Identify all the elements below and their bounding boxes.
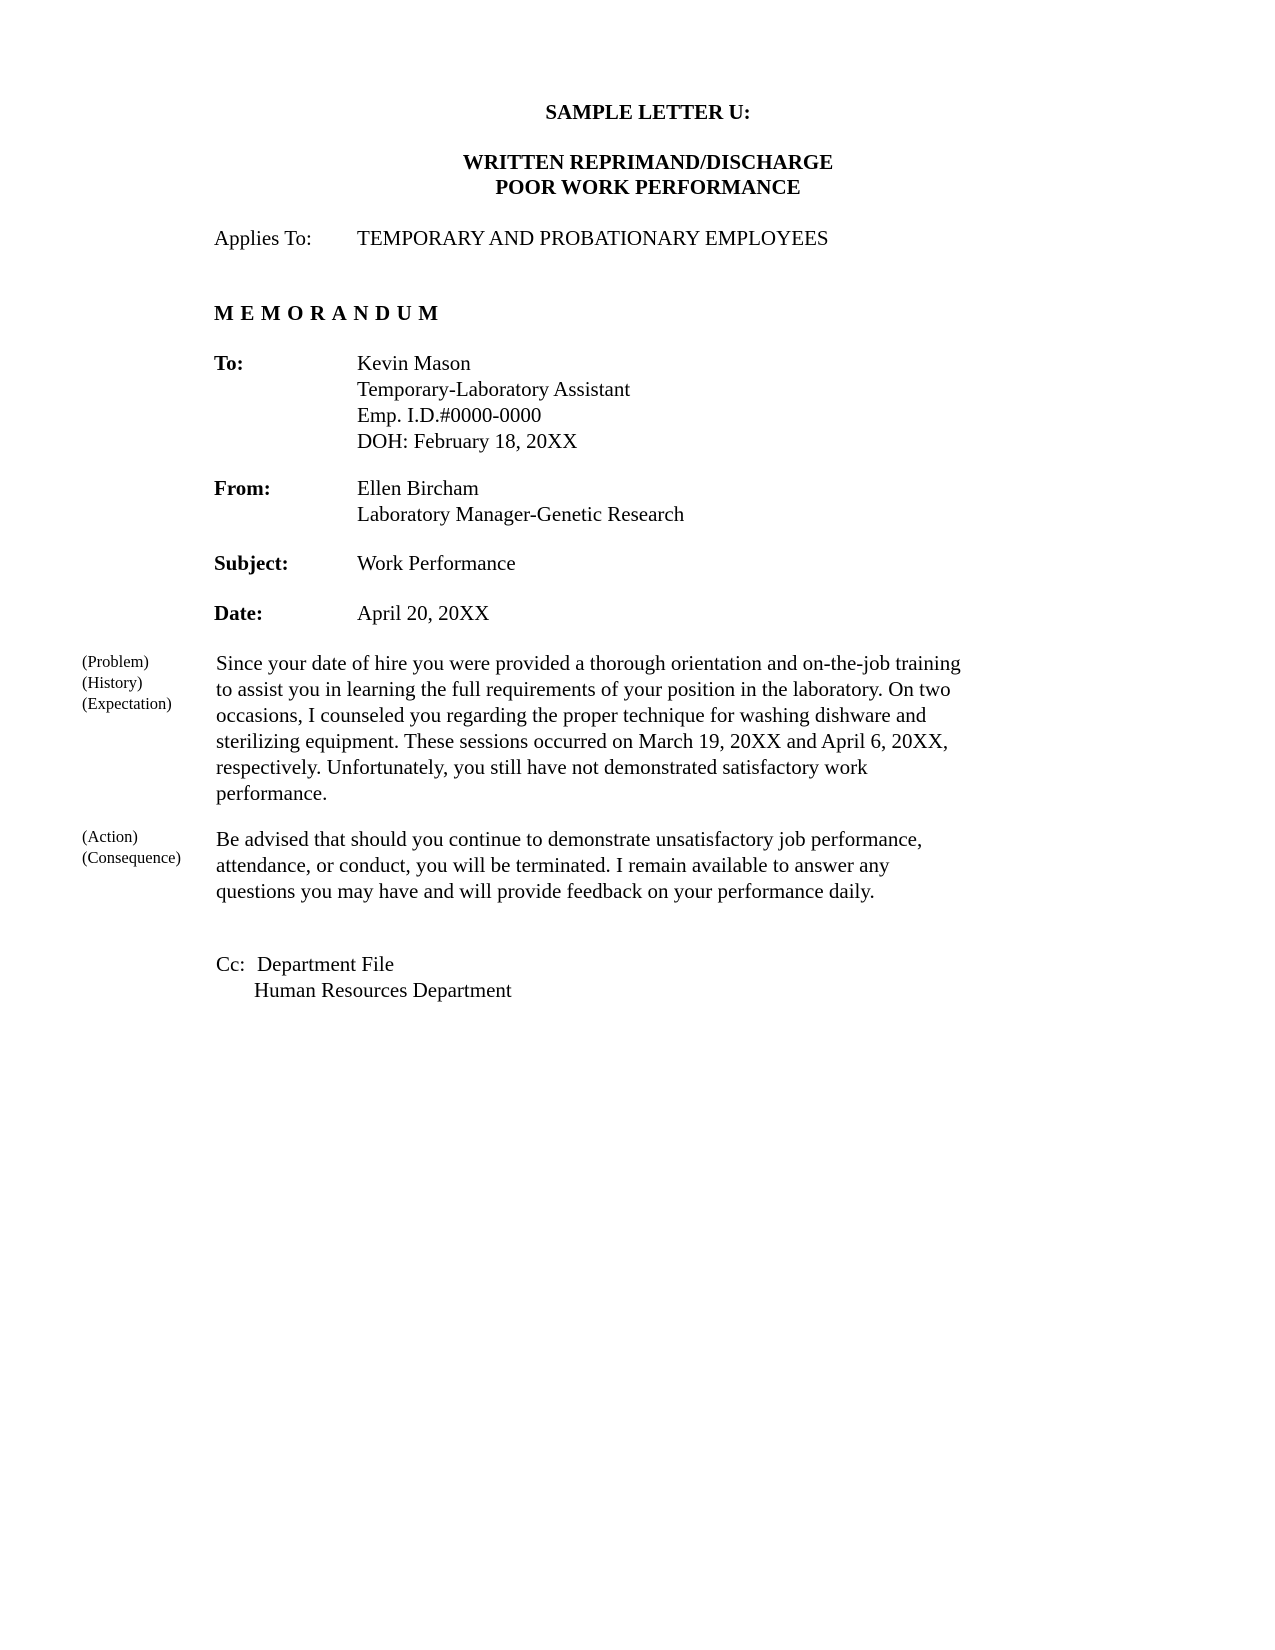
subject-value: Work Performance [357, 551, 516, 575]
margin-note-history: (History) [82, 673, 143, 692]
paragraph-line: sterilizing equipment. These sessions occurred on March 19, 20XX and April 6, 20XX, [216, 729, 949, 753]
paragraph-line: Since your date of hire you were provided a thorough orientation and on-the-job training [216, 651, 961, 675]
paragraph-line: occasions, I counseled you regarding the proper technique for washing dishware and [216, 703, 927, 727]
document-title-line1: WRITTEN REPRIMAND/DISCHARGE [462, 150, 834, 174]
recipient-name: Kevin Mason [357, 351, 471, 375]
paragraph-line: Be advised that should you continue to demonstrate unsatisfactory job performance, [216, 827, 923, 851]
paragraph-line: to assist you in learning the full requirements of your position in the laboratory. On two [216, 677, 951, 701]
from-block [357, 475, 684, 527]
cc-recipient-department-file: Department File [257, 952, 395, 976]
body-paragraph-2 [216, 826, 922, 904]
recipient-title: Temporary-Laboratory Assistant [357, 377, 631, 401]
to-label: To: [214, 351, 244, 375]
recipient-date-of-hire: DOH: February 18, 20XX [357, 429, 578, 453]
recipient-employee-id: Emp. I.D.#0000-0000 [357, 403, 542, 427]
sender-name: Ellen Bircham [357, 476, 479, 500]
cc-label: Cc: [216, 952, 246, 976]
document-title-line2: POOR WORK PERFORMANCE [495, 175, 801, 199]
applies-to-label: Applies To: [214, 226, 312, 250]
applies-to-value: TEMPORARY AND PROBATIONARY EMPLOYEES [357, 226, 829, 250]
margin-note-action: (Action) [82, 827, 138, 846]
from-label: From: [214, 476, 271, 500]
paragraph-line: performance. [216, 781, 328, 805]
margin-note-problem: (Problem) [82, 652, 149, 671]
body-paragraph-1 [216, 650, 961, 806]
date-label: Date: [214, 601, 263, 625]
sample-letter-label: SAMPLE LETTER U: [545, 100, 751, 124]
cc-list [254, 951, 512, 1003]
margin-note-consequence: (Consequence) [82, 848, 181, 867]
subject-label: Subject: [214, 551, 289, 575]
date-value: April 20, 20XX [357, 601, 490, 625]
paragraph-line: attendance, or conduct, you will be terminated. I remain available to answer any [216, 853, 890, 877]
sender-title: Laboratory Manager-Genetic Research [357, 502, 685, 526]
memorandum-heading: MEMORANDUM [214, 301, 445, 325]
margin-notes-paragraph2 [82, 826, 181, 868]
to-block [357, 350, 630, 454]
margin-notes-paragraph1 [82, 651, 172, 714]
paragraph-line: questions you may have and will provide feedback on your performance daily. [216, 879, 875, 903]
margin-note-expectation: (Expectation) [82, 694, 172, 713]
paragraph-line: respectively. Unfortunately, you still have not demonstrated satisfactory work [216, 755, 868, 779]
cc-recipient-human-resources: Human Resources Department [254, 978, 512, 1002]
